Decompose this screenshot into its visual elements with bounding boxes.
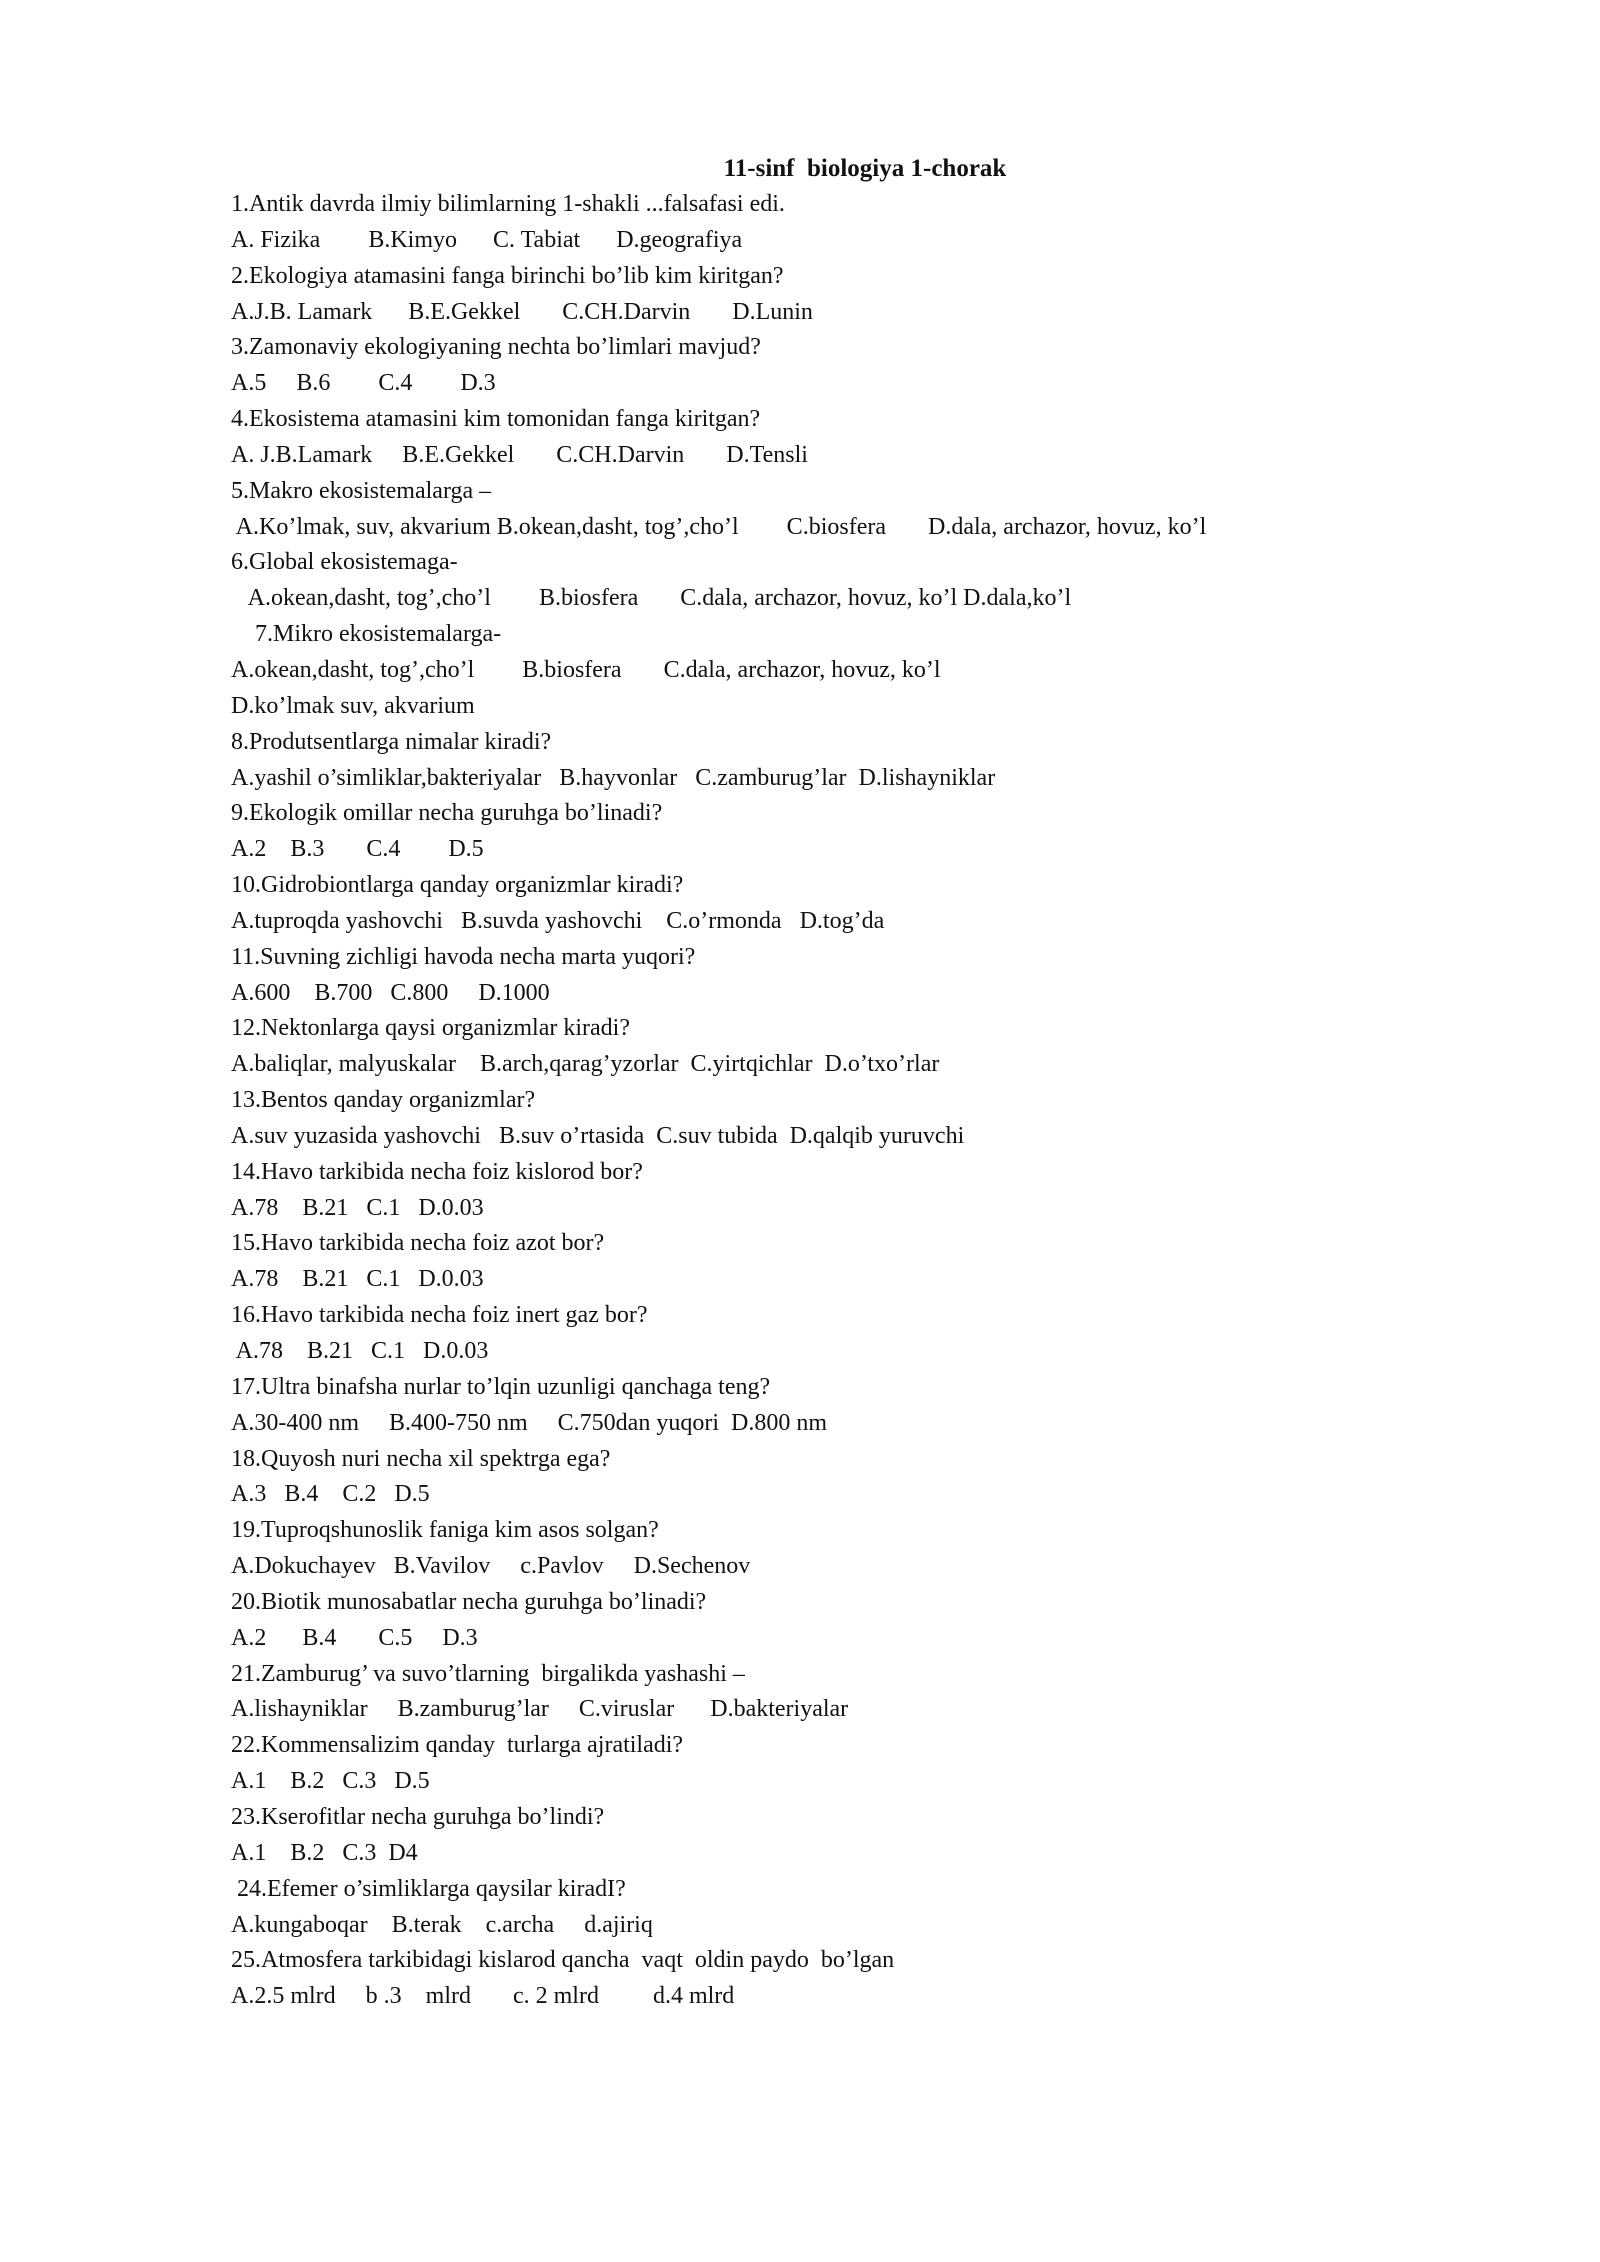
question-text: 16.Havo tarkibida necha foiz inert gaz bor?: [231, 1302, 648, 1329]
answer-options: A.okean,dasht, tog’,cho’l B.biosfera C.dala, archazor, hovuz, ko’l: [231, 656, 941, 683]
question-text: 21.Zamburug’ va suvo’tlarning birgalikda yashashi –: [231, 1660, 745, 1687]
question-text: 6.Global ekosistemaga-: [231, 549, 458, 576]
document-title: 11-sinf biologiya 1-chorak: [723, 155, 1007, 182]
question-text: 5.Makro ekosistemalarga –: [231, 477, 492, 504]
question-list: [231, 187, 1431, 2015]
answer-options: A.tuproqda yashovchi B.suvda yashovchi C.o’rmonda D.tog’da: [231, 907, 885, 934]
answer-options: A.okean,dasht, tog’,cho’l B.biosfera C.dala, archazor, hovuz, ko’l D.dala,ko’l: [231, 585, 1072, 612]
answer-options: A.3 B.4 C.2 D.5: [231, 1481, 430, 1508]
question-text: 9.Ekologik omillar necha guruhga bo’linadi?: [231, 800, 663, 827]
question-text: 12.Nektonlarga qaysi organizmlar kiradi?: [231, 1015, 630, 1042]
question-text: 1.Antik davrda ilmiy bilimlarning 1-shakli ...falsafasi edi.: [231, 191, 785, 217]
question-text: 20.Biotik munosabatlar necha guruhga bo’linadi?: [231, 1588, 707, 1615]
question-text: 2.Ekologiya atamasini fanga birinchi bo’lib kim kiritgan?: [231, 262, 784, 289]
answer-options: A.Ko’lmak, suv, akvarium B.okean,dasht, tog’,cho’l C.biosfera D.dala, archazor, hovuz, ko’l: [231, 513, 1207, 540]
question-text: 10.Gidrobiontlarga qanday organizmlar kiradi?: [231, 872, 684, 899]
answer-options: D.ko’lmak suv, akvarium: [231, 692, 475, 719]
answer-options: A.suv yuzasida yashovchi B.suv o’rtasida C.suv tubida D.qalqib yuruvchi: [231, 1122, 965, 1149]
question-text: 8.Produtsentlarga nimalar kiradi?: [231, 728, 552, 755]
question-text: 11.Suvning zichligi havoda necha marta yuqori?: [231, 943, 696, 970]
question-text: 3.Zamonaviy ekologiyaning nechta bo’limlari mavjud?: [231, 334, 761, 361]
answer-options: A.2.5 mlrd b .3 mlrd c. 2 mlrd d.4 mlrd: [231, 1983, 735, 2010]
answer-options: A.lishayniklar B.zamburug’lar C.viruslar D.bakteriyalar: [231, 1696, 849, 1723]
answer-options: A.78 B.21 C.1 D.0.03: [231, 1266, 484, 1293]
answer-options: A.2 B.3 C.4 D.5: [231, 836, 484, 863]
question-text: 23.Kserofitlar necha guruhga bo’lindi?: [231, 1803, 605, 1830]
answer-options: A.30-400 nm B.400-750 nm C.750dan yuqori D.800 nm: [231, 1409, 827, 1436]
question-text: 4.Ekosistema atamasini kim tomonidan fanga kiritgan?: [231, 406, 761, 433]
question-text: 22.Kommensalizim qanday turlarga ajratiladi?: [231, 1732, 684, 1759]
answer-options: A.78 B.21 C.1 D.0.03: [231, 1194, 484, 1221]
answer-options: A. J.B.Lamark B.E.Gekkel C.CH.Darvin D.Tensli: [231, 441, 808, 468]
question-text: 7.Mikro ekosistemalarga-: [231, 621, 502, 648]
answer-options: A.kungaboqar B.terak c.archa d.ajiriq: [231, 1911, 653, 1938]
answer-options: A.yashil o’simliklar,bakteriyalar B.hayvonlar C.zamburug’lar D.lishayniklar: [231, 764, 996, 791]
answer-options: A.600 B.700 C.800 D.1000: [231, 979, 550, 1006]
answer-options: A.J.B. Lamark B.E.Gekkel C.CH.Darvin D.Lunin: [231, 298, 813, 325]
answer-options: A.Dokuchayev B.Vavilov c.Pavlov D.Sechenov: [231, 1553, 751, 1580]
answer-options: A. Fizika B.Kimyo C. Tabiat D.geografiya: [231, 226, 743, 253]
answer-options: A.baliqlar, malyuskalar B.arch,qarag’yzorlar C.yirtqichlar D.o’txo’rlar: [231, 1051, 940, 1078]
answer-options: A.1 B.2 C.3 D.5: [231, 1768, 430, 1795]
answer-options: A.1 B.2 C.3 D4: [231, 1839, 418, 1866]
answer-options: A.5 B.6 C.4 D.3: [231, 370, 496, 397]
question-text: 25.Atmosfera tarkibidagi kislarod qancha vaqt oldin paydo bo’lgan: [231, 1947, 895, 1974]
question-text: 13.Bentos qanday organizmlar?: [231, 1087, 536, 1114]
question-text: 19.Tuproqshunoslik faniga kim asos solgan?: [231, 1517, 659, 1544]
answer-options: A.78 B.21 C.1 D.0.03: [231, 1338, 489, 1364]
question-text: 18.Quyosh nuri necha xil spektrga ega?: [231, 1445, 611, 1472]
question-text: 15.Havo tarkibida necha foiz azot bor?: [231, 1230, 605, 1257]
question-text: 14.Havo tarkibida necha foiz kislorod bor?: [231, 1158, 643, 1185]
question-text: 17.Ultra binafsha nurlar to’lqin uzunligi qanchaga teng?: [231, 1373, 771, 1400]
answer-options: A.2 B.4 C.5 D.3: [231, 1624, 478, 1651]
question-text: 24.Efemer o’simliklarga qaysilar kiradI?: [231, 1875, 626, 1902]
